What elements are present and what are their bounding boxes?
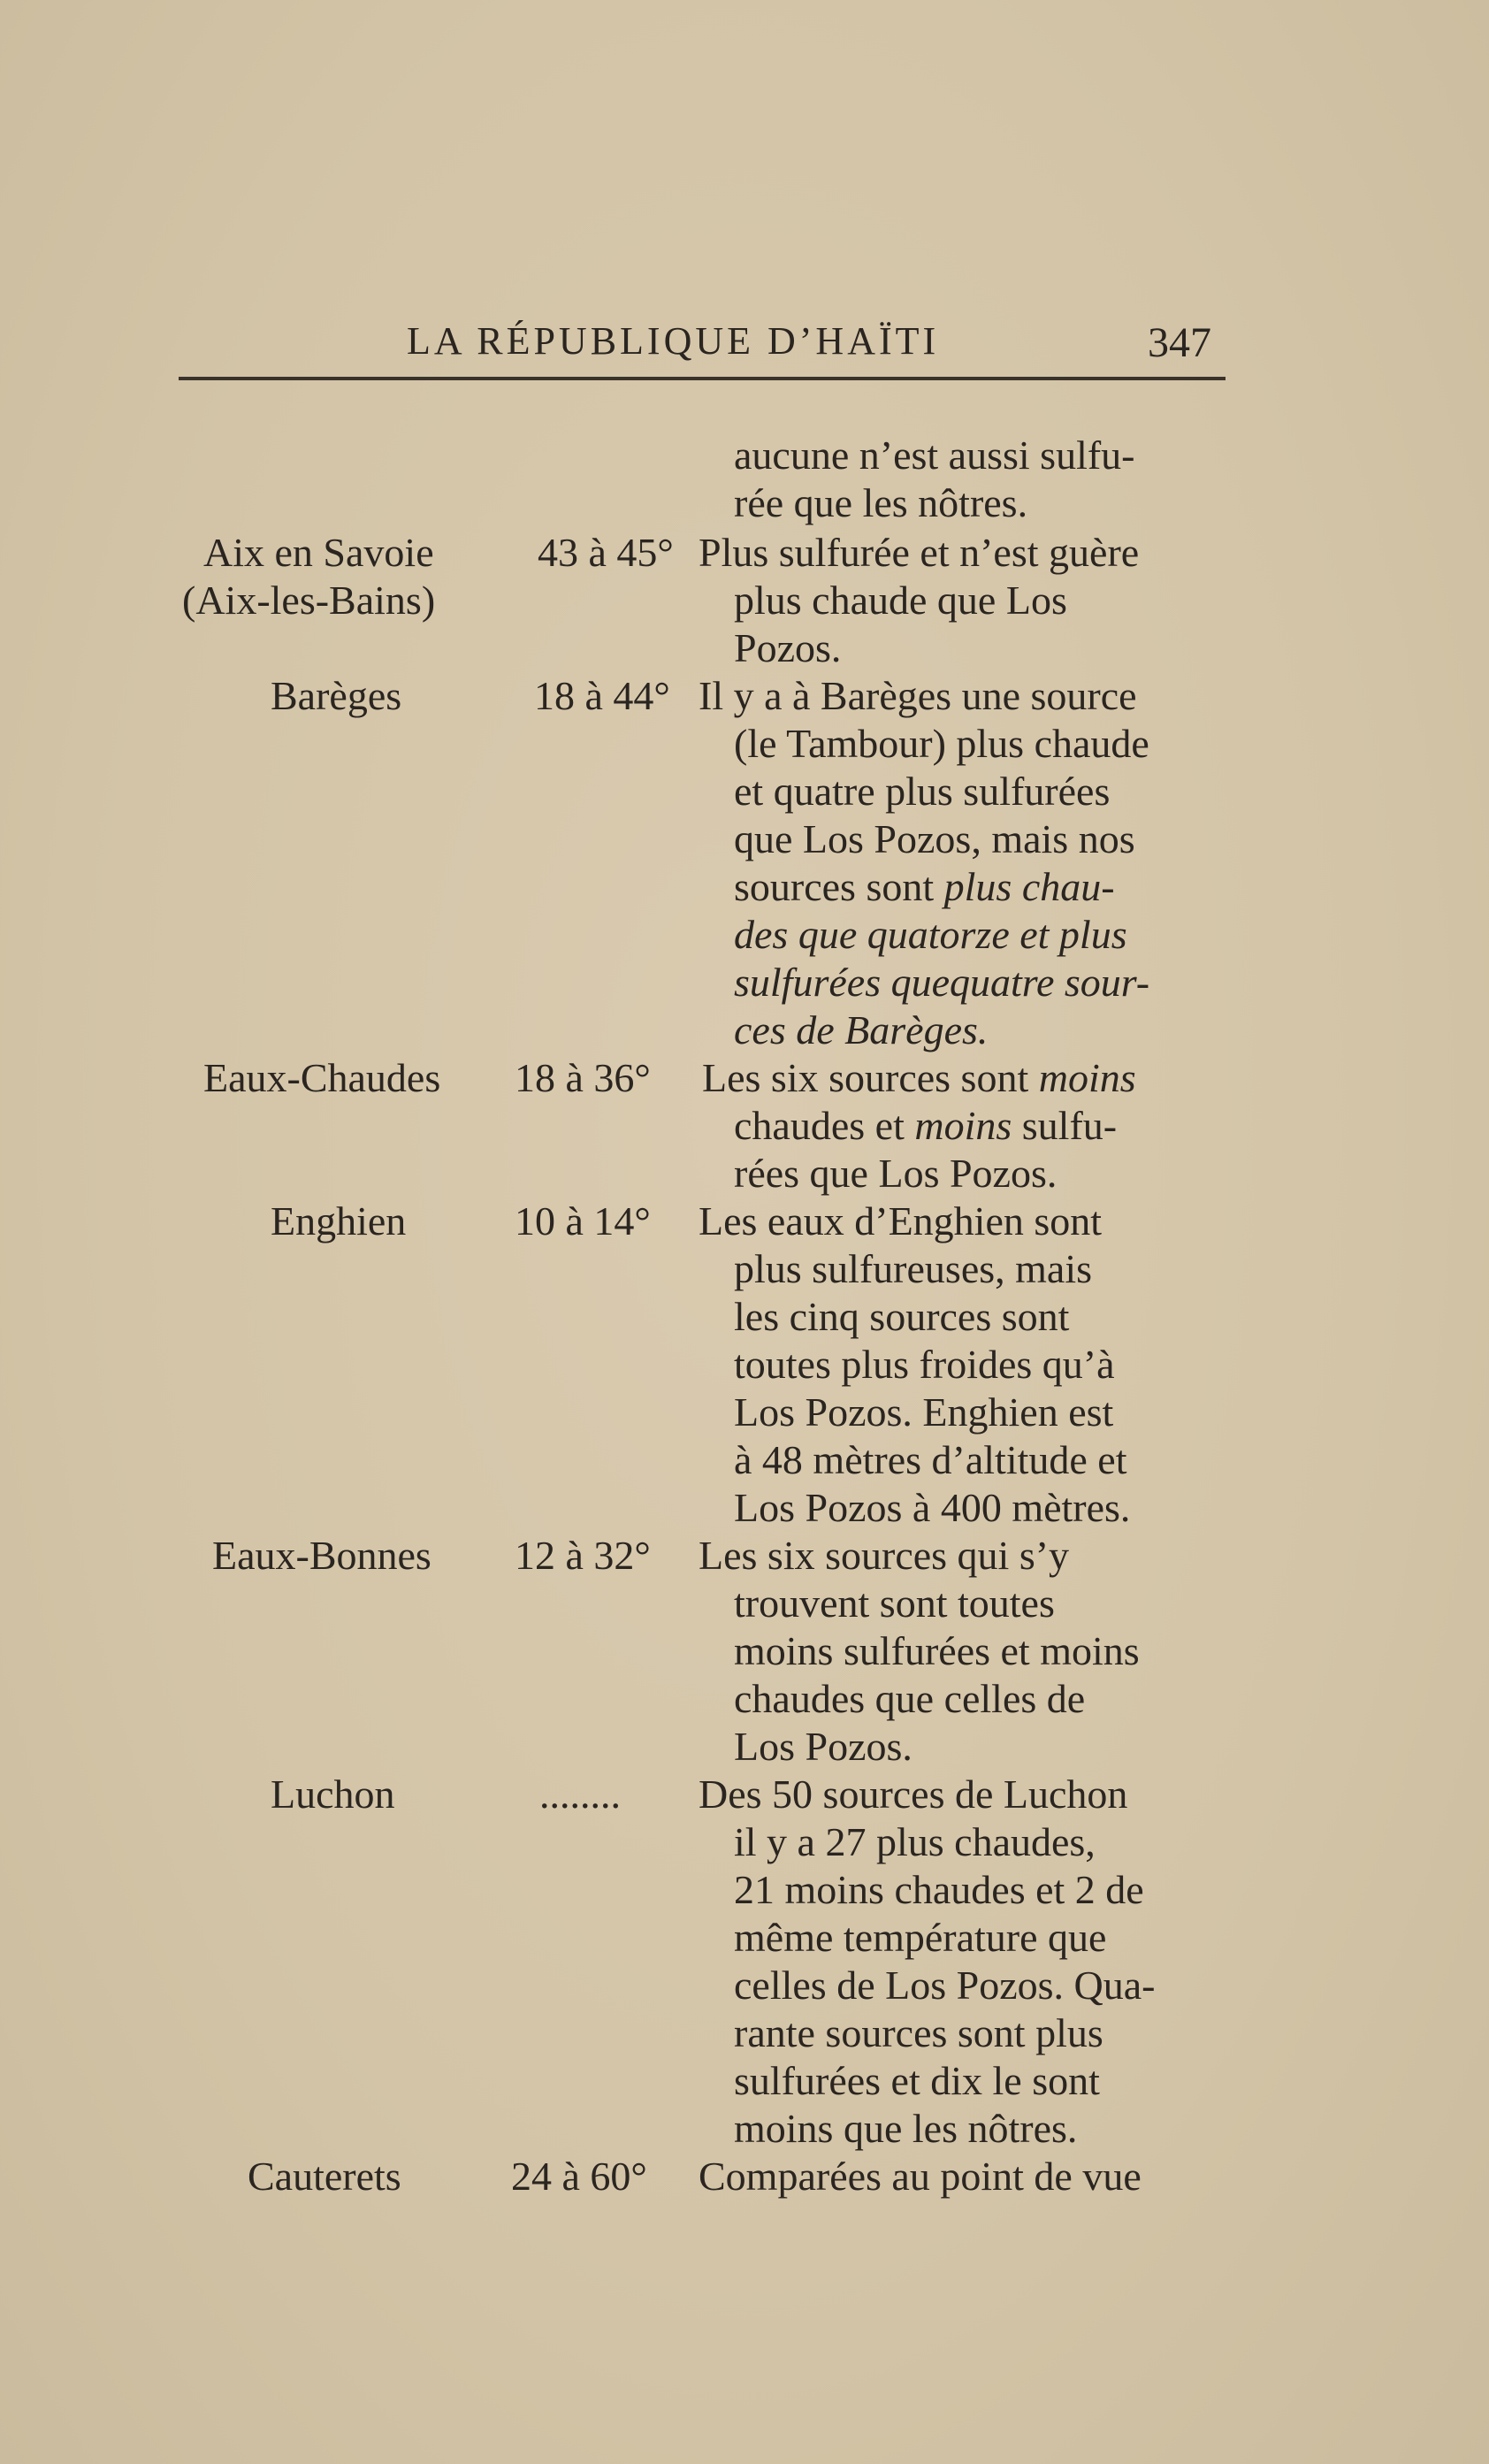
body-line: Comparées au point de vue (699, 2154, 1142, 2199)
place-name: Cauterets (248, 2154, 401, 2199)
body-line: Los Pozos à 400 mètres. (734, 1485, 1131, 1530)
place-name-alt: (Aix-les-Bains) (182, 578, 436, 623)
body-line (734, 863, 1115, 911)
body-line: et quatre plus sulfurées (734, 769, 1111, 814)
body-line: (le Tambour) plus chaude (734, 721, 1149, 766)
body-line: Il y a à Barèges une source (699, 673, 1137, 718)
place-name: Luchon (271, 1771, 395, 1817)
temperature: 43 à 45° (538, 530, 674, 575)
body-line: Les eaux d’Enghien sont (699, 1198, 1103, 1243)
body-line: que Los Pozos, mais nos (734, 816, 1135, 861)
body-line: Les six sources qui s’y (699, 1533, 1070, 1578)
temperature: 24 à 60° (511, 2154, 647, 2199)
body-line: Des 50 sources de Luchon (699, 1771, 1128, 1817)
place-name: Eaux-Bonnes (212, 1533, 431, 1578)
body-line: aucune n’est aussi sulfu- (734, 432, 1135, 478)
body-line: Plus sulfurée et n’est guère (699, 530, 1140, 575)
body-line (734, 959, 1149, 1006)
body-line: même température que (734, 1915, 1107, 1960)
body-line (702, 1054, 1136, 1102)
body-line (734, 1102, 1117, 1150)
body-line: rées que Los Pozos. (734, 1151, 1058, 1196)
body-line: plus chaude que Los (734, 578, 1067, 623)
body-line: 21 moins chaudes et 2 de (734, 1867, 1144, 1912)
place-name: Enghien (271, 1198, 407, 1243)
temperature: 10 à 14° (515, 1198, 651, 1243)
temperature: 18 à 36° (515, 1055, 651, 1100)
body-line: il y a 27 plus chaudes, (734, 1819, 1096, 1864)
body-line: à 48 mètres d’altitude et (734, 1437, 1127, 1482)
running-title: LA RÉPUBLIQUE D’HAÏTI (407, 319, 940, 363)
temperature: 18 à 44° (534, 673, 670, 718)
header-rule (179, 377, 1226, 380)
body-line: rante sources sont plus (734, 2010, 1103, 2055)
body-line: trouvent sont toutes (734, 1580, 1055, 1626)
body-line: celles de Los Pozos. Qua- (734, 1963, 1156, 2008)
place-name: Aix en Savoie (203, 530, 434, 575)
italic-text: moins (1038, 1055, 1136, 1100)
body-line: toutes plus froides qu’à (734, 1342, 1115, 1387)
body-line: Pozos. (734, 625, 842, 670)
body-line: Los Pozos. (734, 1724, 912, 1769)
body-text: Les six sources sont (702, 1055, 1029, 1100)
body-line: rée que les nôtres. (734, 480, 1028, 525)
body-line: plus sulfureuses, mais (734, 1246, 1093, 1291)
temperature: ........ (539, 1771, 621, 1817)
body-line: moins que les nôtres. (734, 2106, 1078, 2151)
page-number: 347 (1148, 319, 1211, 366)
italic-text: des que quatorze et plus (734, 912, 1127, 957)
body-text: sources sont (734, 864, 935, 909)
italic-text: plus chau- (943, 864, 1115, 909)
body-line (734, 1006, 988, 1054)
body-line: les cinq sources sont (734, 1294, 1070, 1339)
body-text: sulfu- (1021, 1103, 1118, 1148)
body-text: chaudes et (734, 1103, 905, 1148)
body-line: moins sulfurées et moins (734, 1628, 1140, 1673)
place-name: Barèges (271, 673, 402, 718)
italic-text: sulfurées quequatre sour- (734, 960, 1150, 1005)
body-line: chaudes que celles de (734, 1676, 1086, 1721)
body-line: sulfurées et dix le sont (734, 2058, 1100, 2103)
italic-text: moins (914, 1103, 1012, 1148)
body-line (734, 911, 1127, 959)
body-line: Los Pozos. Enghien est (734, 1389, 1114, 1435)
place-name: Eaux-Chaudes (203, 1055, 441, 1100)
temperature: 12 à 32° (515, 1533, 651, 1578)
italic-text: ces de Barèges. (734, 1007, 989, 1052)
running-head (407, 318, 1238, 371)
